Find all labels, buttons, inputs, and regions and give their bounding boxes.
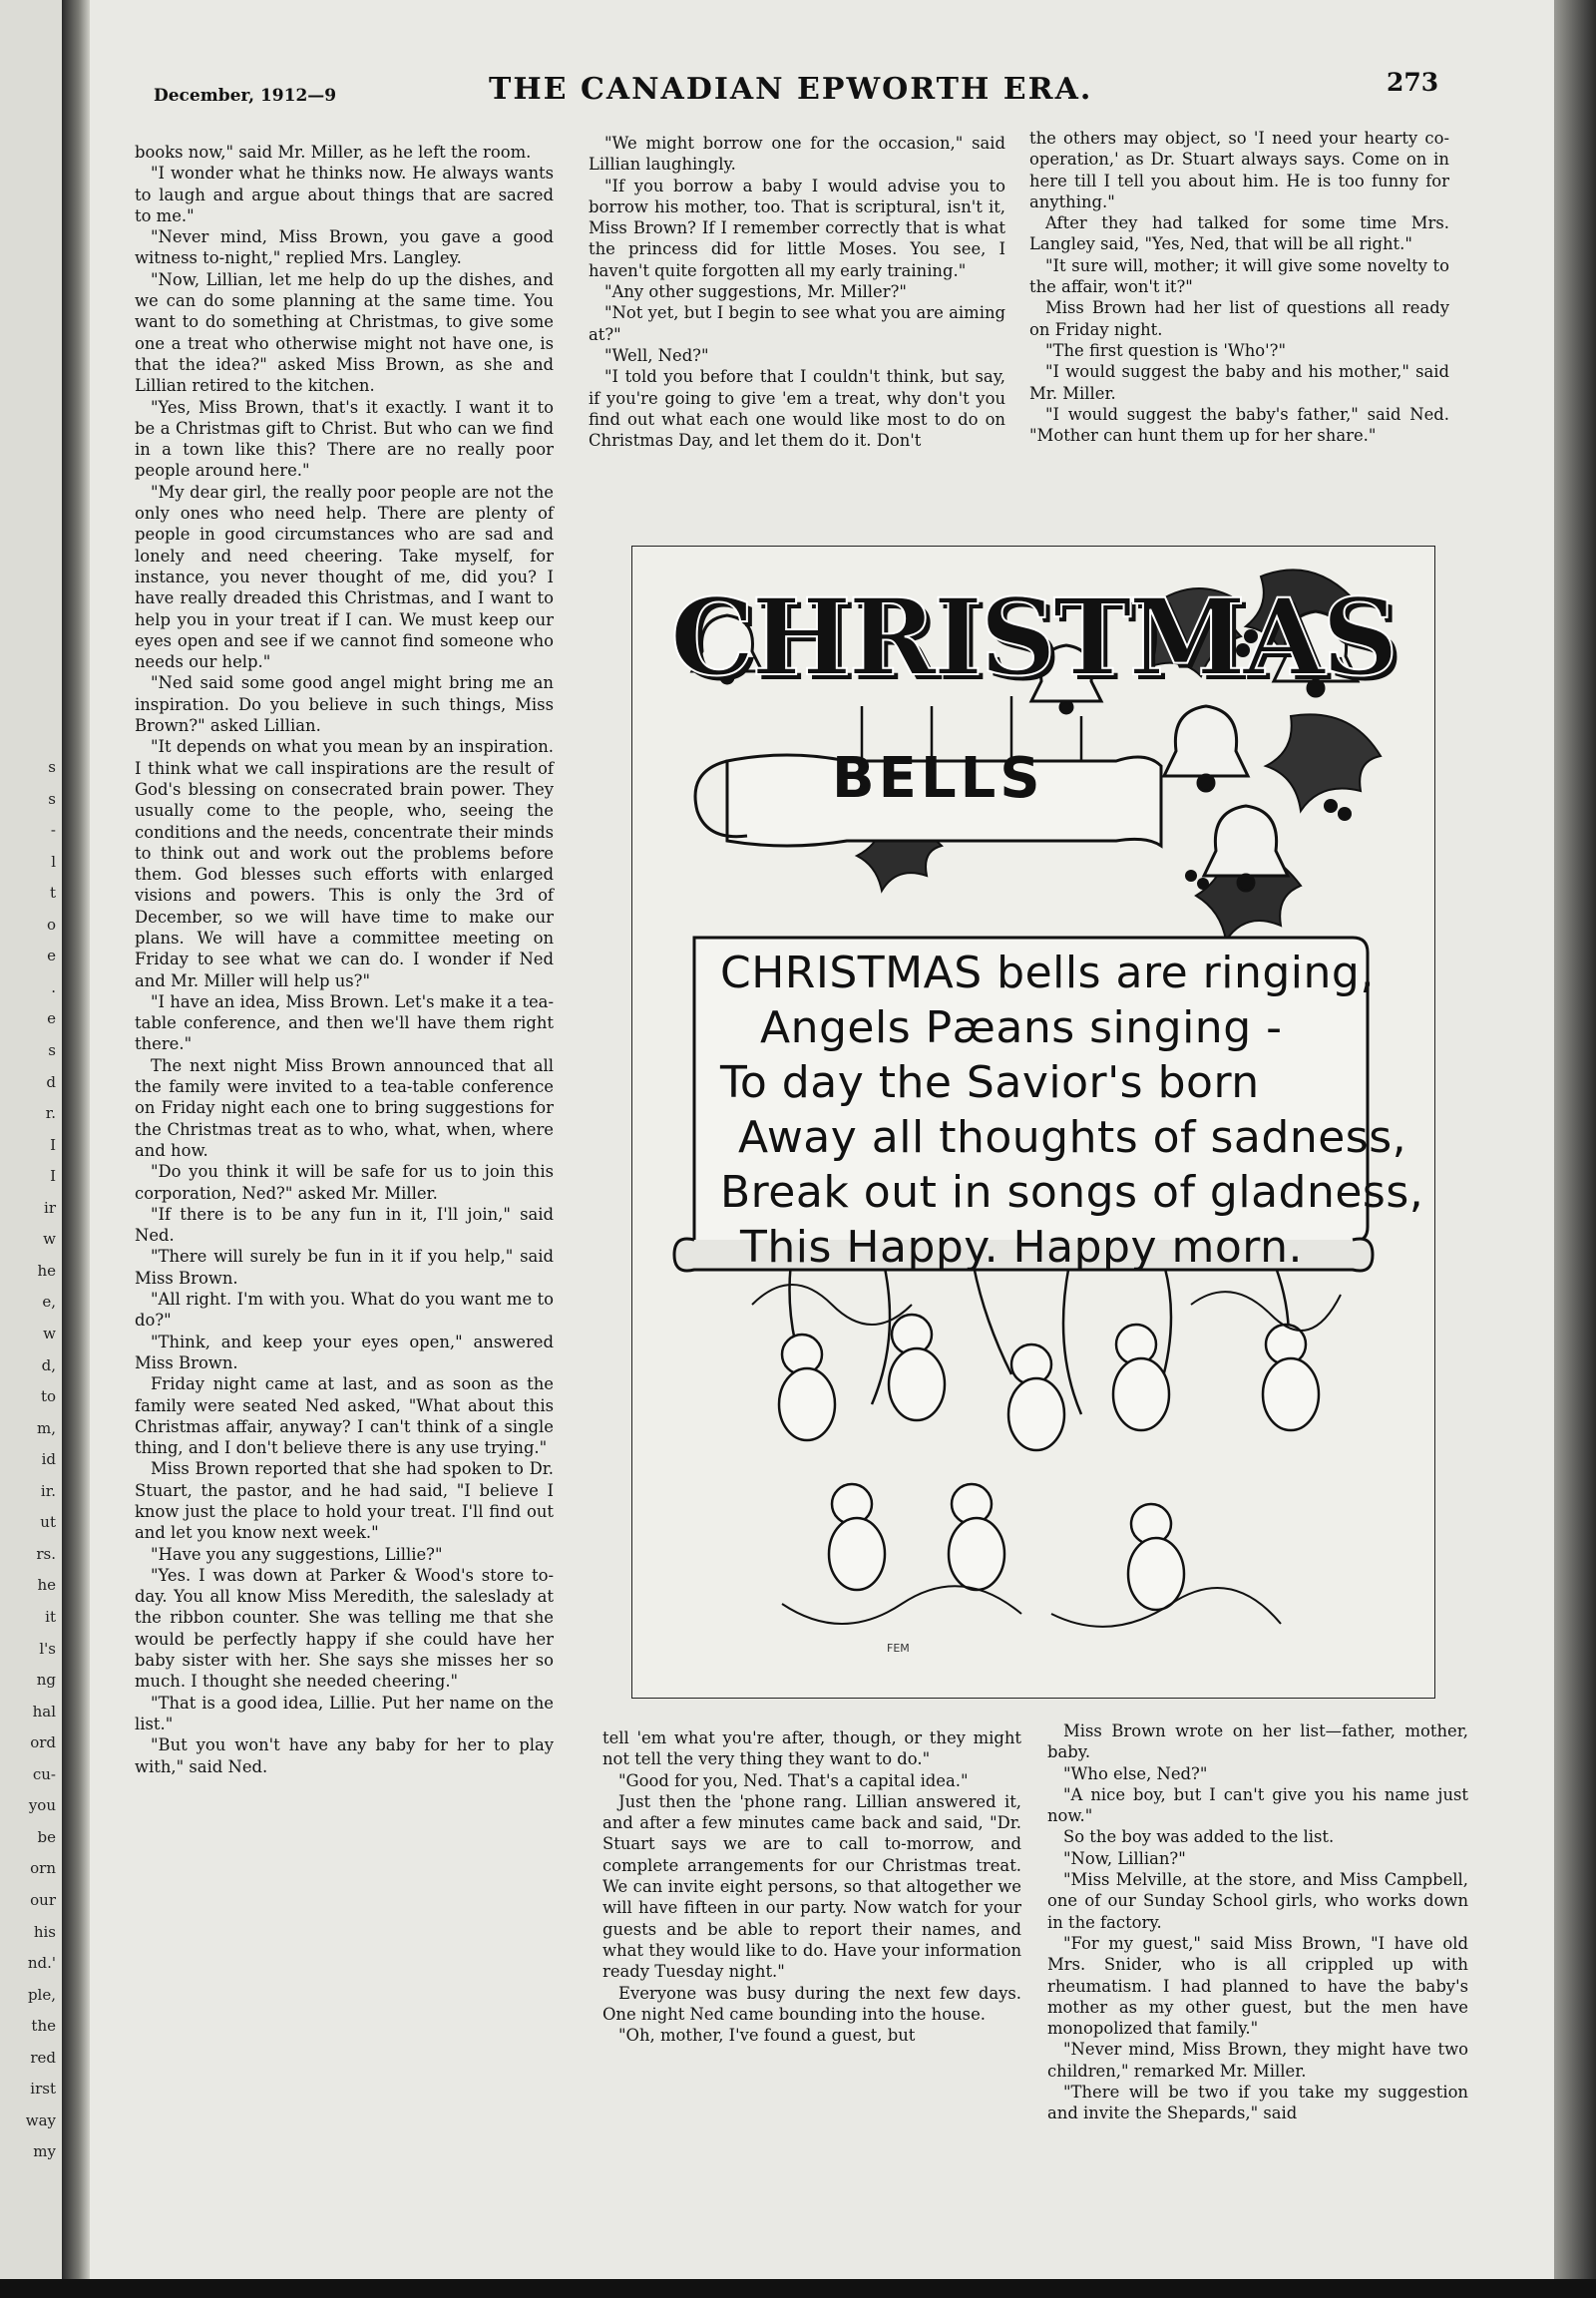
text-column-3 [1029, 128, 1449, 446]
facing-page-fragment: hal [32, 1702, 56, 1721]
paragraph: Just then the 'phone rang. Lillian answered it, and after a few minutes came back and said, "Dr. Stuart says we are to call to-morrow, and complete arrangements for our Christmas treat. We can invite eight persons, so that altogether we will have fifteen in our party. Now watch for your guests and be able to report their names, and what they would like to do. Have your information ready Tuesday night." [602, 1791, 1021, 1982]
paragraph: "It depends on what you mean by an inspiration. I think what we call inspirations are the result of God's blessing on consecrated brain power. They usually come to the people, who, seeing the conditions and the needs, concentrate their minds to think out and work out the problems before them. God blesses such efforts with enlarged visions and powers. This is only the 3rd of December, so we will have time to make our plans. We will have a committee meeting on Friday to see what we can do. I wonder if Ned and Mr. Miller will help us?" [135, 737, 554, 990]
poem-line: Angels Pæans singing - [760, 1002, 1283, 1053]
facing-page-fragment: he [37, 1576, 56, 1595]
paragraph: "Oh, mother, I've found a guest, but [618, 2026, 916, 2046]
paragraph: "Never mind, Miss Brown, you gave a good witness to-night," replied Mrs. Langley. [135, 227, 554, 268]
paragraph: "I would suggest the baby and his mother," said Mr. Miller. [1029, 362, 1449, 403]
publication-title: THE CANADIAN EPWORTH ERA. [489, 72, 1093, 107]
facing-page-fragment: he [37, 1261, 56, 1280]
paragraph: the others may object, so 'I need your hearty co-operation,' as Dr. Stuart always says. Come on in here till I tell you about him. He is too funny for anything." [1029, 129, 1449, 211]
paragraph: "I wonder what he thinks now. He always wants to laugh and argue about things that are sacred to me." [135, 164, 554, 225]
facing-page-fragment: s [48, 1041, 56, 1059]
facing-page-fragment: e [47, 1009, 56, 1028]
facing-page-fragment: ir. [40, 1481, 56, 1500]
paragraph: "It sure will, mother; it will give some novelty to the affair, won't it?" [1029, 255, 1449, 297]
paragraph: Miss Brown wrote on her list—father, mother, baby. [1047, 1722, 1468, 1762]
paragraph: "Who else, Ned?" [1063, 1763, 1208, 1783]
paragraph: So the boy was added to the list. [1063, 1827, 1335, 1847]
text-column-2 [589, 133, 1005, 451]
paragraph: "There will be two if you take my suggestion and invite the Shepards," said [1047, 2083, 1468, 2123]
facing-page-fragment: e, [42, 1293, 56, 1312]
facing-page-fragment: the [31, 2017, 56, 2036]
paragraph: "If you borrow a baby I would advise you to borrow his mother, too. That is scriptural, isn't it, Miss Brown? If I remember correctly that is what the princess did for little Moses. You see, I haven't quite forgotten all my early training." [589, 176, 1005, 280]
text-column-4 [602, 1727, 1021, 2046]
facing-page-fragment: l's [39, 1639, 56, 1658]
facing-page-fragment: our [30, 1891, 56, 1909]
artist-signature: FEM [887, 1642, 910, 1655]
facing-page-fragment: t [49, 884, 56, 903]
paragraph: "Never mind, Miss Brown, they might have two children," remarked Mr. Miller. [1047, 2040, 1468, 2081]
christmas-poem [720, 946, 1424, 1275]
paragraph: After they had talked for some time Mrs. Langley said, "Yes, Ned, that will be all right." [1029, 213, 1449, 254]
facing-page-fragment: nd.' [27, 1954, 56, 1973]
facing-page-fragment: way [25, 2110, 56, 2129]
poem-line: Away all thoughts of sadness, [738, 1112, 1407, 1163]
paragraph: "If there is to be any fun in it, I'll join," said Ned. [135, 1204, 554, 1246]
facing-page-fragment: red [30, 2048, 56, 2067]
paragraph: tell 'em what you're after, though, or they might not tell the very thing they want to do." [602, 1728, 1021, 1769]
paragraph: "Now, Lillian?" [1063, 1848, 1186, 1868]
facing-page-fragment: my [33, 2142, 56, 2161]
paragraph: "Do you think it will be safe for us to join this corporation, Ned?" asked Mr. Miller. [135, 1162, 554, 1203]
facing-page-fragment: his [33, 1922, 56, 1941]
facing-page-fragment: cu- [32, 1764, 56, 1783]
facing-page-fragment: be [37, 1827, 56, 1846]
paragraph: "That is a good idea, Lillie. Put her name on the list." [135, 1693, 554, 1733]
facing-page-fragment: rs. [36, 1544, 56, 1563]
facing-page-fragment: ir [44, 1198, 56, 1217]
paragraph: "A nice boy, but I can't give you his name just now." [1047, 1784, 1468, 1826]
facing-page-text-fragments [2, 0, 58, 2298]
christmas-bells-illustration [631, 546, 1435, 1699]
paragraph: "My dear girl, the really poor people are not the only ones who need help. There are plenty of people in good circumstances who are sad and lonely and need cheering. Take myself, for instance, you never thought of me, did you? I have really dreaded this Christmas, and I want to help you in your treat if I can. We must keep our eyes open and see if we cannot find someone who needs our help." [135, 482, 554, 672]
paragraph: "Think, and keep your eyes open," answered Miss Brown. [135, 1332, 554, 1372]
running-header [150, 62, 1446, 112]
paragraph: "Good for you, Ned. That's a capital idea." [618, 1770, 969, 1790]
paragraph: "The first question is 'Who'?" [1045, 340, 1287, 360]
facing-page-fragment: ple, [27, 1985, 56, 2004]
paragraph: "I told you before that I couldn't think, but say, if you're going to give 'em a treat, why don't you find out what each one would like most to do on Christmas Day, and let them do it. Don't [589, 367, 1005, 451]
paragraph: "Ned said some good angel might bring me an inspiration. Do you believe in such things, Miss Brown?" asked Lillian. [135, 673, 554, 736]
facing-page-fragment: I [50, 1135, 56, 1154]
facing-page-fragment: irst [30, 2080, 56, 2099]
cherubs-icon [779, 1315, 1319, 1610]
issue-date: December, 1912—9 [154, 86, 337, 106]
paragraph: Miss Brown reported that she had spoken to Dr. Stuart, the pastor, and he had said, "I believe I know just the place to hold your treat. I'll find out and let you know next week." [135, 1459, 554, 1543]
illustration-subtitle: BELLS [832, 746, 1044, 811]
paragraph: "Not yet, but I begin to see what you are aiming at?" [589, 303, 1005, 344]
facing-page-fragment: orn [30, 1859, 56, 1878]
paragraph: "Yes. I was down at Parker & Wood's store to-day. You all know Miss Meredith, the saleslady at the ribbon counter. She was telling me that she would be perfectly happy if she could have her baby sister with her. She says she misses her so much. I thought she needed cheering." [135, 1565, 554, 1692]
paragraph: "For my guest," said Miss Brown, "I have old Mrs. Snider, who is all crippled up with rheumatism. I had planned to have the baby's mother as my other guest, but the men have monopolized that family." [1047, 1933, 1468, 2039]
text-column-1 [135, 142, 554, 1777]
paragraph: "Miss Melville, at the store, and Miss Campbell, one of our Sunday School girls, who works down in the factory. [1047, 1870, 1468, 1932]
paragraph: "Have you any suggestions, Lillie?" [151, 1544, 443, 1564]
page-number: 273 [1387, 68, 1439, 97]
paragraph: "I would suggest the baby's father," said Ned. "Mother can hunt them up for her share." [1029, 404, 1449, 446]
paragraph: Miss Brown had her list of questions all ready on Friday night. [1029, 298, 1449, 339]
facing-page-fragment: ord [30, 1733, 56, 1752]
poem-line: CHRISTMAS bells are ringing, [720, 948, 1375, 998]
paragraph: "But you won't have any baby for her to play with," said Ned. [135, 1735, 554, 1776]
facing-page-fragment: l [51, 852, 56, 871]
paragraph: The next night Miss Brown announced that all the family were invited to a tea-table conference on Friday night each one to bring suggestions for the Christmas treat as to who, what, when, where and how. [135, 1055, 554, 1160]
facing-page-fragment: w [43, 1325, 56, 1342]
paragraph: "Yes, Miss Brown, that's it exactly. I want it to be a Christmas gift to Christ. But who can we find in a town like this? There are no really poor people around here." [135, 397, 554, 481]
facing-page-fragment: o [46, 915, 56, 934]
text-column-5 [1047, 1721, 1468, 2124]
paragraph: "We might borrow one for the occasion," said Lillian laughingly. [589, 134, 1005, 175]
paragraph: "All right. I'm with you. What do you want me to do?" [135, 1290, 554, 1331]
facing-page-fragment: id [41, 1450, 56, 1469]
illustration-title: CHRISTMAS [670, 574, 1396, 699]
facing-page-fragment: m, [37, 1418, 56, 1437]
poem-line: To day the Savior's born [720, 1057, 1260, 1108]
facing-page-fragment: it [45, 1608, 56, 1626]
paragraph: Everyone was busy during the next few days. One night Ned came bounding into the house. [602, 1983, 1021, 2024]
facing-page-fragment: I [50, 1167, 56, 1186]
facing-page-fragment: d [46, 1072, 56, 1091]
page-right-edge [1554, 0, 1596, 2298]
paragraph: Friday night came at last, and as soon as the family were seated Ned asked, "What about this Christmas affair, anyway? I can't think of a single thing, and I don't believe there is any use trying." [135, 1374, 554, 1458]
paragraph: "Now, Lillian, let me help do up the dishes, and we can do some planning at the same time. You want to do something at Christmas, to give some one a treat who otherwise might not have one, is that the idea?" asked Miss Brown, as she and Lillian retired to the kitchen. [135, 269, 554, 396]
paragraph: "Any other suggestions, Mr. Miller?" [604, 282, 907, 302]
facing-page-fragment: you [28, 1796, 56, 1815]
facing-page-edge [0, 0, 62, 2298]
facing-page-fragment: d, [41, 1355, 56, 1374]
facing-page-fragment: ut [40, 1513, 56, 1532]
facing-page-fragment: r. [45, 1104, 56, 1123]
facing-page-fragment: ng [36, 1671, 56, 1690]
facing-page-fragment: e [47, 947, 56, 965]
book-gutter [62, 0, 90, 2298]
poem-line: This Happy. Happy morn. [740, 1222, 1303, 1273]
facing-page-fragment: to [40, 1387, 56, 1406]
paragraph: books now," said Mr. Miller, as he left the room. [135, 143, 532, 162]
paragraph: "There will surely be fun in it if you help," said Miss Brown. [135, 1247, 554, 1288]
facing-page-fragment: s [48, 758, 56, 776]
scan-bottom-border [0, 2279, 1596, 2298]
paragraph: "Well, Ned?" [604, 345, 709, 365]
facing-page-fragment: w [43, 1230, 56, 1249]
paragraph: "I have an idea, Miss Brown. Let's make it a tea-table conference, and then we'll have them right there." [135, 991, 554, 1054]
poem-line: Break out in songs of gladness, [720, 1167, 1424, 1218]
facing-page-fragment: - [50, 821, 56, 840]
facing-page-fragment: s [48, 789, 56, 808]
facing-page-fragment: . [51, 977, 56, 996]
